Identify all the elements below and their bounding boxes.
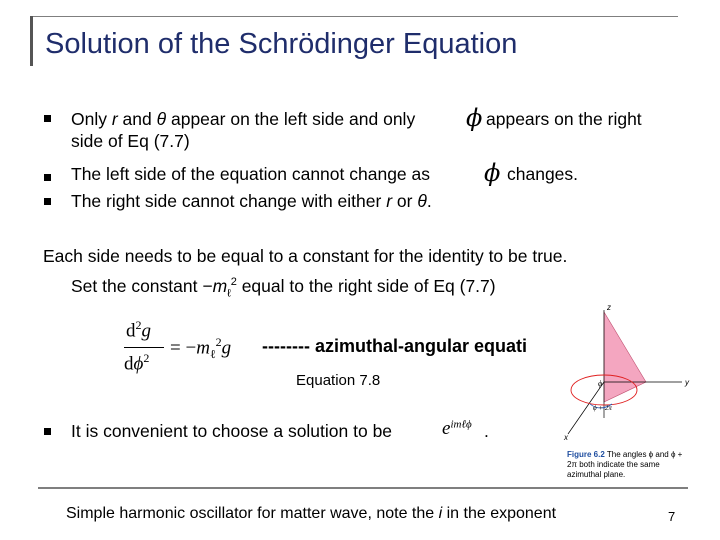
axis-y-label: y <box>685 378 689 387</box>
slide-title: Solution of the Schrödinger Equation <box>45 28 518 60</box>
azimuthal-equation-label: -------- azimuthal-angular equati <box>262 336 527 356</box>
exponential-solution: $e^{im\ell\phi}$ <box>442 418 472 439</box>
bullet-2-text-end: changes. <box>507 164 579 184</box>
paragraph-constant: Each side needs to be equal to a constant for the identity to be true. <box>43 246 568 266</box>
fraction-bar <box>124 347 164 348</box>
bullet-2-text: The left side of the equation cannot change as <box>71 164 431 184</box>
equation-7-8 <box>120 318 280 380</box>
bullet-1-line-1-end: appears on the right <box>486 109 642 129</box>
bullet-3-text: The right side cannot change with either r or θ. <box>71 191 432 211</box>
azimuthal-plane <box>604 312 646 402</box>
bullet-marker <box>44 115 51 122</box>
page-number: 7 <box>668 509 676 524</box>
phi-symbol: ϕ <box>484 159 501 187</box>
phi-2pi-label: ϕ + 2π <box>593 404 612 412</box>
phi-symbol: ϕ <box>466 104 483 132</box>
bullet-4-period: . <box>484 421 489 441</box>
paragraph-set-constant: Set the constant $-m_\ell^2$ equal to the right side of Eq (7.7) <box>71 276 496 300</box>
equation-numerator: $d^2g$ <box>126 318 151 342</box>
phi-label: ϕ <box>598 379 603 388</box>
bullet-1-line-1: Only r and θ appear on the left side and only <box>71 109 416 129</box>
title-frame-top-rule <box>30 16 678 17</box>
azimuthal-figure <box>560 300 700 450</box>
bullet-marker <box>44 174 51 181</box>
equation-rhs: = $-m_\ell^2g$ <box>170 335 232 362</box>
bullet-4-text: It is convenient to choose a solution to be <box>71 421 393 441</box>
equation-number-label: Equation 7.8 <box>296 372 381 389</box>
axis-x-label: x <box>564 433 568 442</box>
bullet-marker <box>44 198 51 205</box>
axis-z-label: z <box>607 303 611 312</box>
bullet-1-line-2: side of Eq (7.7) <box>71 131 190 151</box>
bullet-marker <box>44 428 51 435</box>
equation-denominator: $d\phi^2$ <box>124 351 150 375</box>
footer-note: Simple harmonic oscillator for matter wave, note the i in the exponent <box>66 505 557 522</box>
footer-rule <box>38 487 688 489</box>
title-frame-left-rule <box>30 16 33 66</box>
figure-caption: Figure 6.2 The angles ϕ and ϕ + 2π both indicate the same azimuthal plane. <box>567 450 683 479</box>
